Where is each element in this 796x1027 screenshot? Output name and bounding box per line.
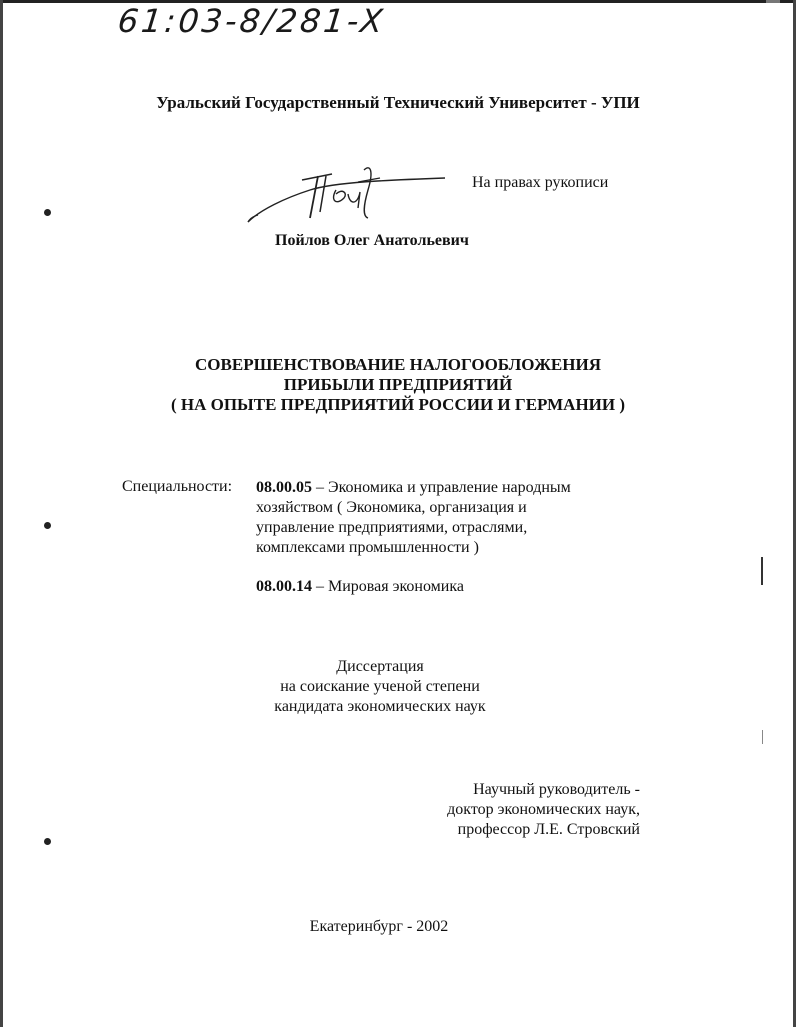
degree-line: Диссертация (336, 658, 424, 675)
supervisor-line: доктор экономических наук, (447, 801, 640, 818)
degree-line: кандидата экономических наук (274, 698, 486, 715)
scan-left-edge (0, 0, 3, 1027)
specialty-description: – Экономика и управление народным (312, 479, 571, 496)
supervisor-line: профессор Л.Е. Стровский (457, 821, 640, 838)
binder-hole-mark (44, 838, 51, 845)
binder-hole-mark (44, 209, 51, 216)
specialty-item (256, 578, 464, 596)
specialty-code: 08.00.14 (256, 578, 312, 595)
dissertation-degree (200, 657, 560, 717)
binder-hole-mark (44, 522, 51, 529)
author-name: Пойлов Олег Анатольевич (275, 232, 469, 249)
supervisor-line: Научный руководитель - (473, 781, 640, 798)
title-line: СОВЕРШЕНСТВОВАНИЕ НАЛОГООБЛОЖЕНИЯ (195, 355, 601, 374)
title-line: ПРИБЫЛИ ПРЕДПРИЯТИЙ (283, 375, 513, 394)
university-name: Уральский Государственный Технический Университет - УПИ (156, 93, 640, 112)
specialty-description: – Мировая экономика (312, 578, 464, 595)
supervisor-block (380, 780, 640, 840)
specialty-description: управление предприятиями, отраслями, (256, 519, 528, 536)
degree-line: на соискание ученой степени (280, 678, 480, 695)
city-year: Екатеринбург - 2002 (309, 918, 449, 935)
specialties-label: Специальности: (122, 478, 233, 495)
scan-artifact-line (762, 730, 763, 744)
title-line: ( НА ОПЫТЕ ПРЕДПРИЯТИЙ РОССИИ И ГЕРМАНИИ ) (170, 395, 626, 414)
signature (240, 160, 460, 235)
scan-corner-mark (766, 0, 780, 3)
specialty-description: хозяйством ( Экономика, организация и (256, 499, 527, 516)
rights-note: На правах рукописи (472, 174, 609, 191)
specialty-code: 08.00.05 (256, 479, 312, 496)
dissertation-title (0, 355, 796, 415)
scan-artifact-line (761, 557, 763, 585)
specialty-item (256, 478, 616, 558)
catalog-number: 61:03-8/281-X (116, 2, 388, 40)
specialty-description: комплексами промышленности ) (256, 539, 479, 556)
